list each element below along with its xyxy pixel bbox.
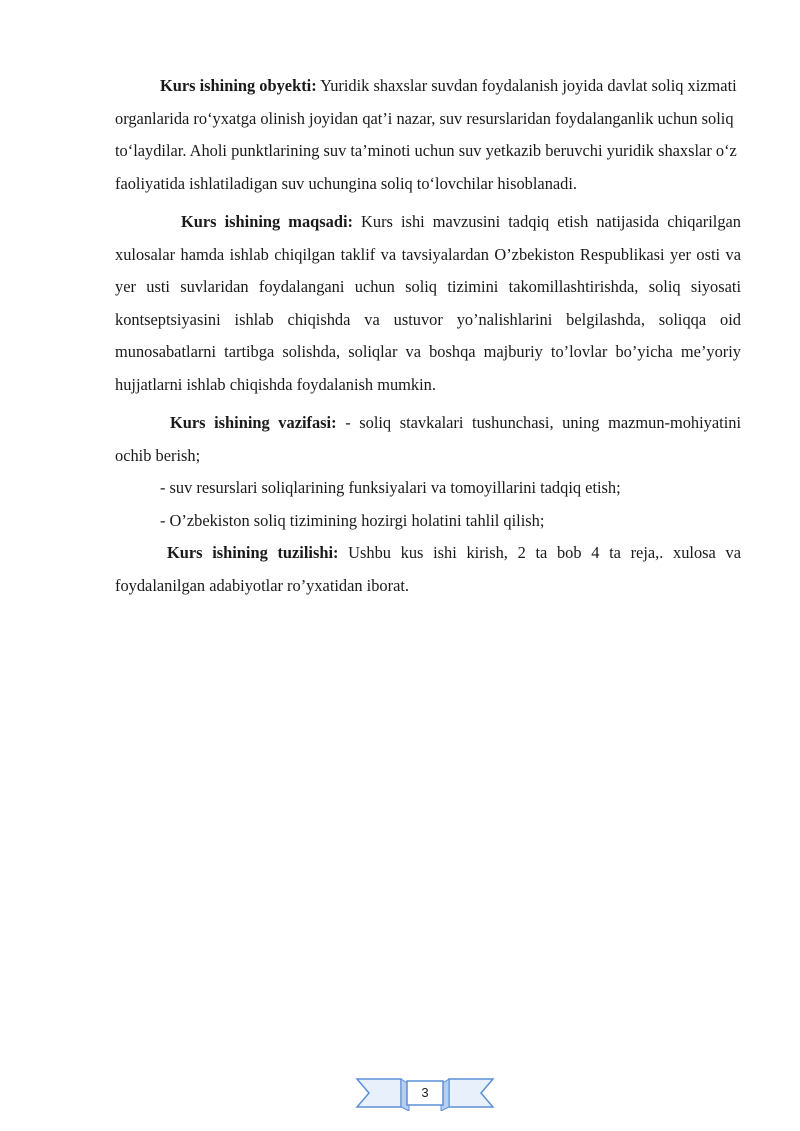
structure-text: Ushbu kus ishi kirish, 2 ta bob 4 ta reja,. xulosa va foydalanilgan adabiyotlar ro’yxatidan iborat.	[115, 543, 741, 595]
task-item: - suv resurslari soliqlarining funksiyalari va tomoyillarini tadqiq etish;	[160, 478, 621, 497]
paragraph-structure	[115, 537, 741, 602]
structure-label: Kurs ishining tuzilishi:	[167, 543, 339, 562]
goal-text: Kurs ishi mavzusini tadqiq etish natijasida chiqarilgan xulosalar hamda ishlab chiqilgan taklif va tavsiyalardan O’zbekiston Respublikasi yer osti va yer usti suvlaridan foydalangani uchun soliq tizimini takomillashtirishda, soliq siyosati kontseptsiyasini ishlab chiqishda va ustuvor yo’nalishlarini belgilashda, soliqqa oid munosabatlarni tartibga solishda, soliqlar va boshqa majburiy to’lovlar bo’yicha me’yoriy hujjatlarni ishlab chiqishda foydalanish mumkin.	[115, 212, 741, 394]
object-text: Yuridik shaxslar suvdan foydalanish joyida davlat soliq xizmati organlarida ro‘yxatga olinish joyidan qat’i nazar, suv resurslaridan foydalanganlik uchun soliq to‘laydilar. Aholi punktlarining suv ta’minoti uchun suv yetkazib beruvchi yuridik shaxslar o‘z faoliyatida ishlatiladigan suv uchungina soliq to‘lovchilar hisoblanadi.	[115, 76, 737, 193]
task-item: - O’zbekiston soliq tizimining hozirgi holatini tahlil qilish;	[160, 510, 545, 530]
tasks-text: - soliq stavkalari tushunchasi, uning mazmun-mohiyatini ochib berish;	[115, 413, 741, 465]
page-number-ribbon	[355, 1075, 495, 1111]
tasks-label: Kurs ishining vazifasi:	[170, 413, 337, 432]
body-text	[115, 70, 741, 602]
goal-label: Kurs ishining maqsadi:	[181, 212, 353, 231]
object-label: Kurs ishining obyekti:	[160, 76, 317, 95]
paragraph-goal	[115, 206, 741, 401]
paragraph-object	[115, 70, 741, 200]
paragraph-tasks	[115, 407, 741, 472]
page-number: 3	[421, 1085, 429, 1100]
